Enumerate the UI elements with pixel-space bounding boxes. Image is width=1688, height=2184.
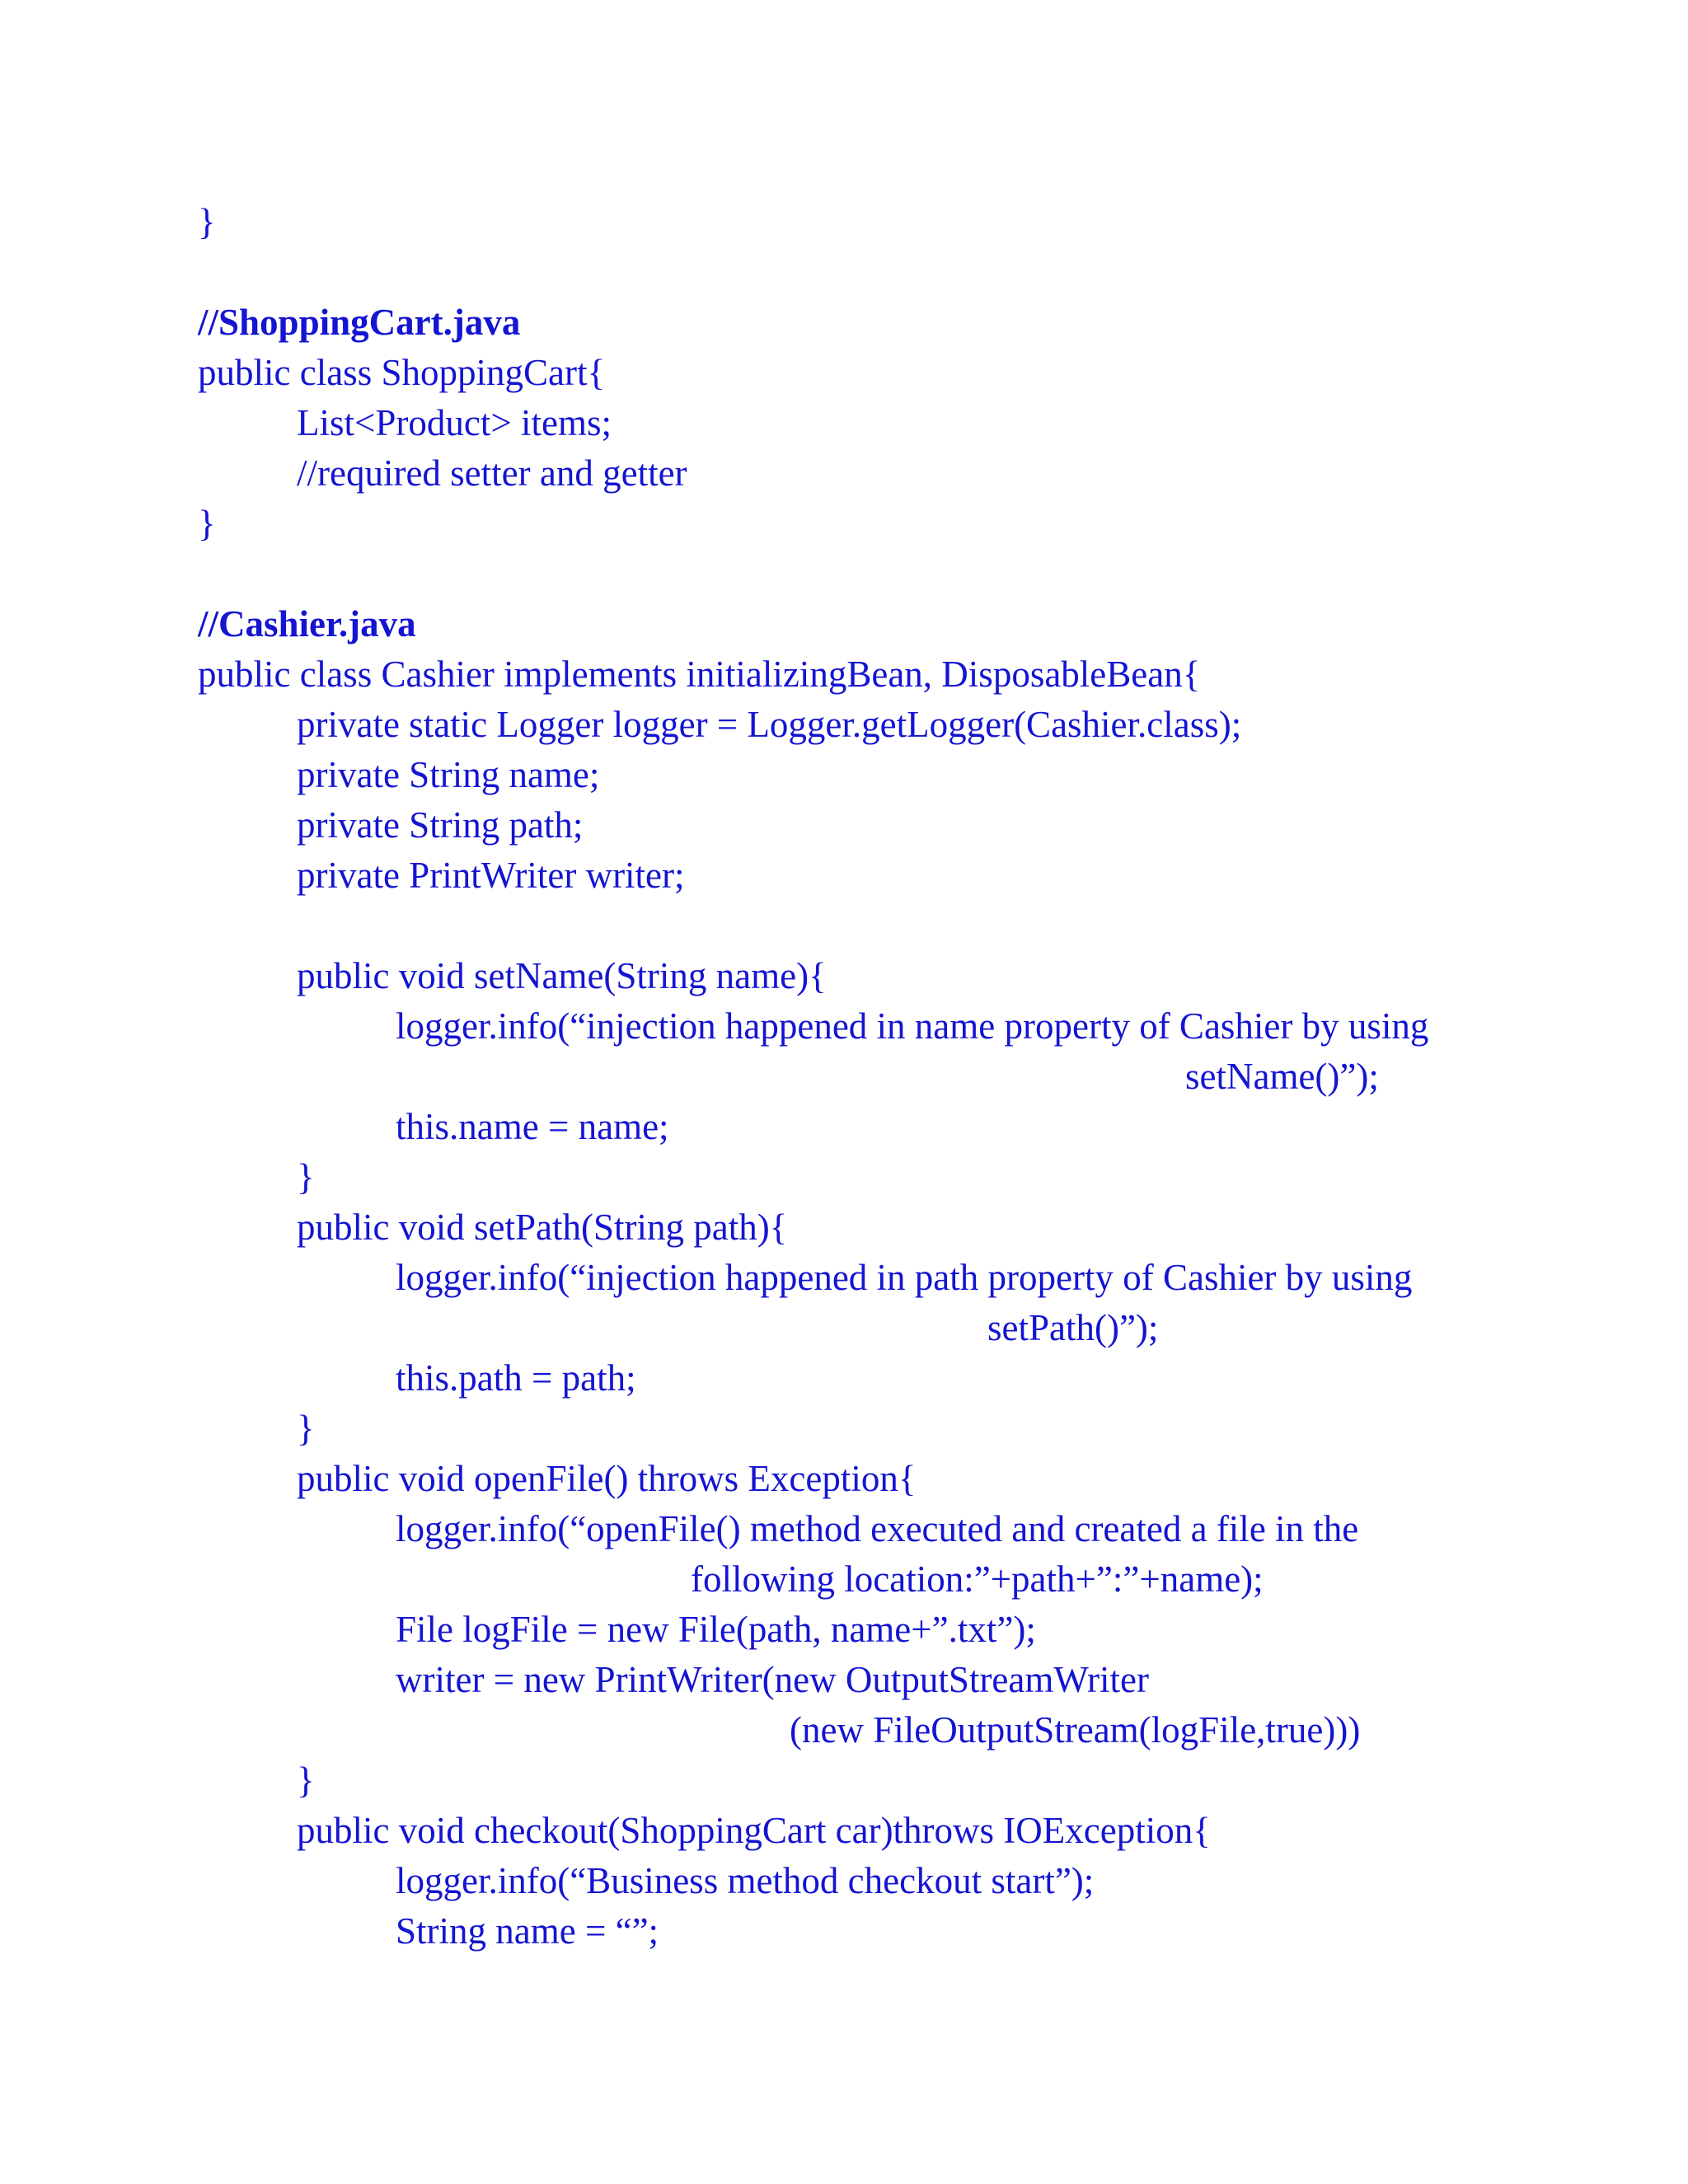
code-line-writer-assign: writer = new PrintWriter(new OutputStreamWriter — [396, 1659, 1149, 1700]
code-line-checkout-method: public void checkout(ShoppingCart car)throws IOException{ — [297, 1810, 1211, 1851]
code-comment-setter-getter: //required setter and getter — [297, 452, 687, 494]
code-line-setpath-method: public void setPath(String path){ — [297, 1207, 788, 1248]
code-line-setpath-log: logger.info(“injection happened in path property of Cashier by using — [396, 1257, 1413, 1298]
code-line-class-cashier: public class Cashier implements initializingBean, DisposableBean{ — [198, 654, 1201, 695]
code-line-closing-brace: } — [297, 1408, 315, 1449]
code-line-logger-field: private static Logger logger = Logger.getLogger(Cashier.class); — [297, 704, 1242, 745]
code-line-setname-method: public void setName(String name){ — [297, 955, 827, 996]
code-line-closing-brace: } — [297, 1156, 315, 1197]
code-line-path-field: private String path; — [297, 804, 584, 846]
code-line-name-field: private String name; — [297, 754, 600, 795]
code-line-checkout-log: logger.info(“Business method checkout start”); — [396, 1860, 1095, 1901]
code-line-assign-name: this.name = name; — [396, 1106, 669, 1147]
code-comment-shoppingcart-file: //ShoppingCart.java — [198, 302, 521, 343]
code-line-openfile-log: logger.info(“openFile() method executed and created a file in the — [396, 1508, 1359, 1549]
code-line-logfile-decl: File logFile = new File(path, name+”.txt”); — [396, 1609, 1036, 1650]
code-line-closing-brace: } — [198, 201, 216, 242]
code-line-openfile-method: public void openFile() throws Exception{ — [297, 1458, 917, 1499]
code-comment-cashier-file: //Cashier.java — [198, 603, 416, 644]
code-line-closing-brace: } — [297, 1760, 315, 1801]
code-line-assign-path: this.path = path; — [396, 1357, 636, 1399]
code-line-name-init: String name = “”; — [396, 1910, 659, 1952]
code-line-setname-log: logger.info(“injection happened in name property of Cashier by using — [396, 1005, 1429, 1047]
code-line-items-field: List<Product> items; — [297, 402, 612, 443]
code-line-setpath-log-cont: setPath()”); — [987, 1307, 1159, 1348]
code-line-class-shoppingcart: public class ShoppingCart{ — [198, 352, 606, 393]
code-line-writer-assign-cont: (new FileOutputStream(logFile,true))) — [790, 1709, 1361, 1750]
code-line-openfile-log-cont: following location:”+path+”:”+name); — [691, 1558, 1264, 1600]
code-line-setname-log-cont: setName()”); — [1185, 1056, 1379, 1097]
code-line-closing-brace: } — [198, 503, 216, 544]
code-line-writer-field: private PrintWriter writer; — [297, 855, 685, 896]
